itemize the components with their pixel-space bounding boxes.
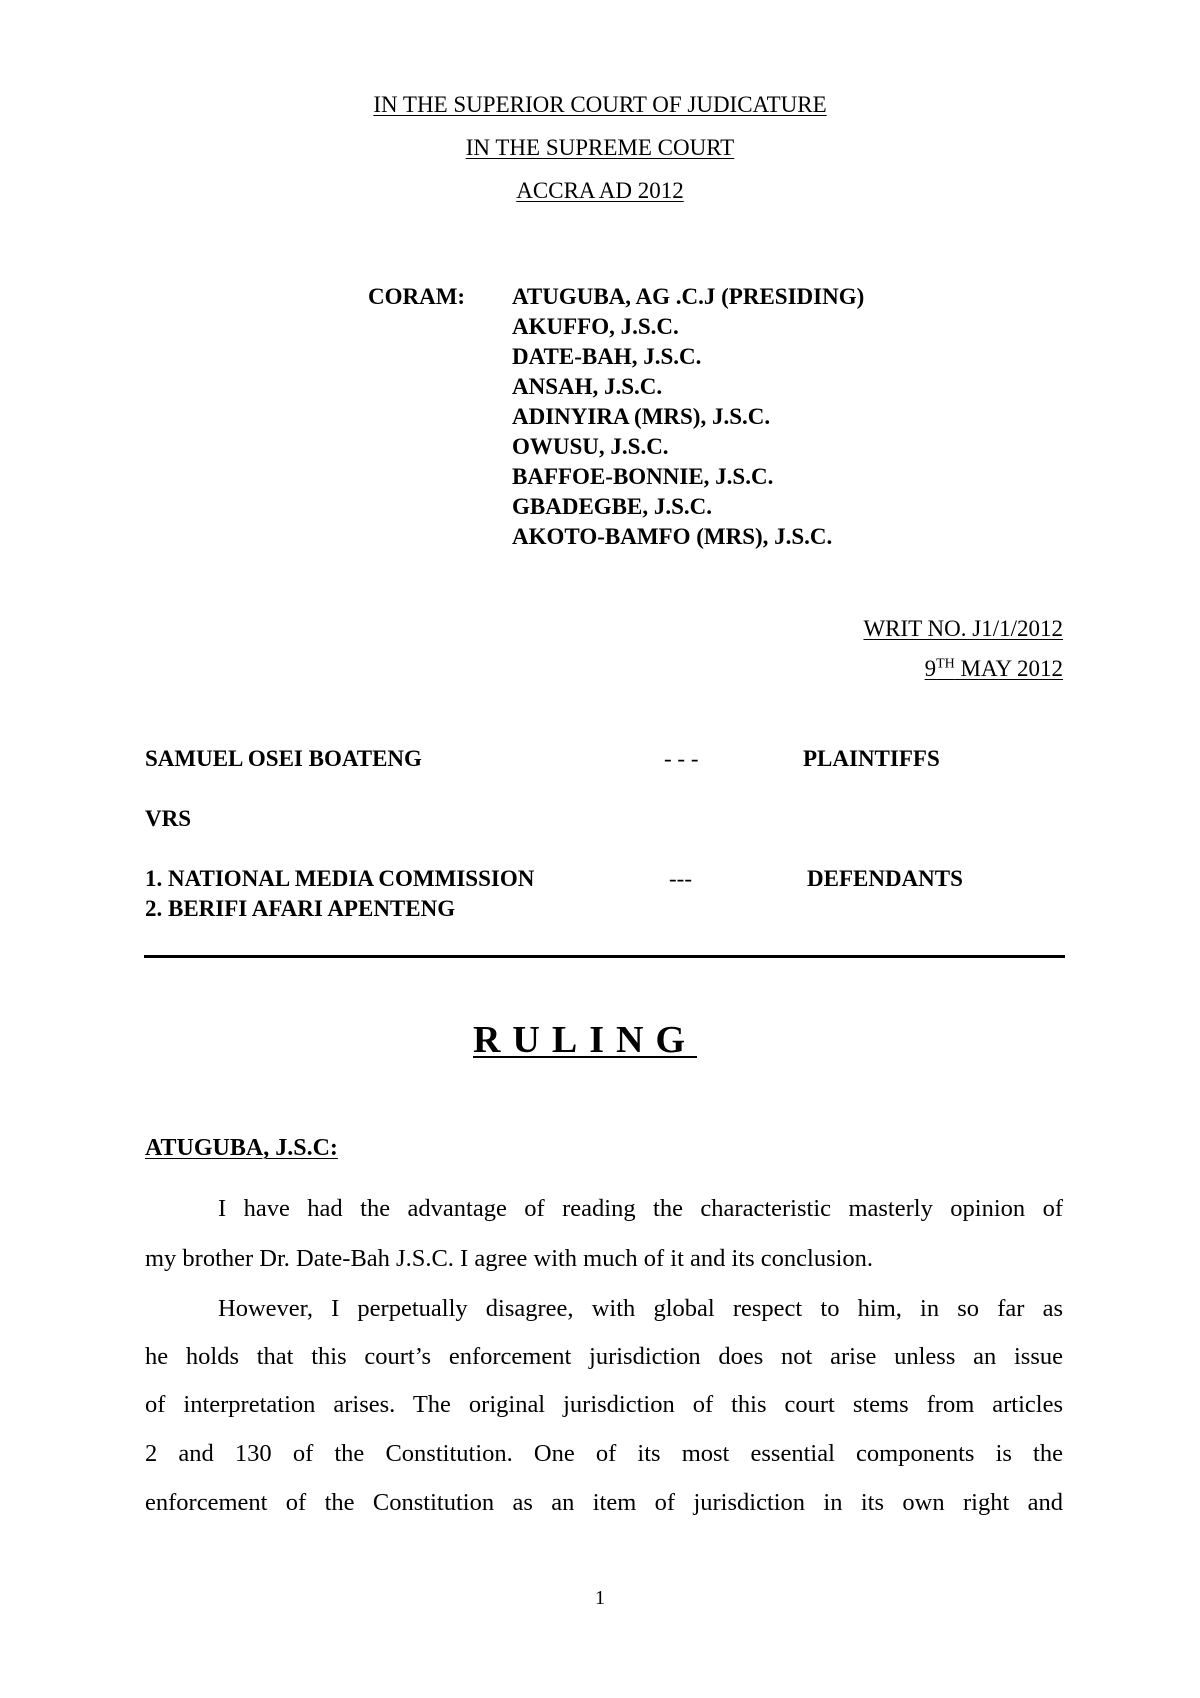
body-text-line: However, I perpetually disagree, with global respect to him, in so far as — [218, 1295, 1063, 1322]
body-text-line: I have had the advantage of reading the characteristic masterly opinion of — [218, 1195, 1063, 1222]
writ-date-suffix: TH — [936, 656, 955, 672]
writ-number: WRIT NO. J1/1/2012 — [863, 616, 1063, 641]
page-number: 1 — [595, 1587, 605, 1609]
body-text-line: he holds that this court’s enforcement jurisdiction does not arise unless an issue — [145, 1343, 1063, 1370]
coram-judge: OWUSU, J.S.C. — [512, 434, 669, 459]
defendant-role: DEFENDANTS — [807, 866, 963, 891]
plaintiff-dashes: - - - — [664, 746, 699, 771]
ruling-title: RULING — [472, 1019, 698, 1061]
coram-judge: BAFFOE-BONNIE, J.S.C. — [512, 464, 774, 489]
coram-label: CORAM: — [368, 284, 466, 309]
coram-judge: AKUFFO, J.S.C. — [512, 314, 679, 339]
coram-judge: DATE-BAH, J.S.C. — [512, 344, 702, 369]
coram-judge: ATUGUBA, AG .C.J (PRESIDING) — [512, 284, 865, 309]
coram-judge: GBADEGBE, J.S.C. — [512, 494, 713, 519]
body-text-line: enforcement of the Constitution as an item of jurisdiction in its own right and — [145, 1489, 1063, 1516]
body-text-line: of interpretation arises. The original jurisdiction of this court stems from articles — [145, 1391, 1063, 1418]
plaintiff-role: PLAINTIFFS — [803, 746, 940, 771]
defendant-dashes: --- — [669, 866, 692, 891]
plaintiff-name: SAMUEL OSEI BOATENG — [145, 746, 422, 771]
defendant-2: 2. BERIFI AFARI APENTENG — [145, 896, 456, 921]
writ-date-day: 9 — [924, 656, 937, 681]
section-divider — [144, 955, 1065, 958]
coram-judge: AKOTO-BAMFO (MRS), J.S.C. — [512, 524, 833, 549]
writ-date — [925, 656, 1063, 682]
body-text-line: my brother Dr. Date-Bah J.S.C. I agree with much of it and its conclusion. — [145, 1245, 874, 1272]
court-header-line-1: IN THE SUPERIOR COURT OF JUDICATURE — [373, 92, 827, 117]
judge-heading: ATUGUBA, J.S.C: — [145, 1135, 338, 1161]
coram-judge: ADINYIRA (MRS), J.S.C. — [512, 404, 771, 429]
body-text-line: 2 and 130 of the Constitution. One of its most essential components is the — [145, 1440, 1063, 1467]
court-header-line-2: IN THE SUPREME COURT — [465, 135, 735, 160]
defendant-1: 1. NATIONAL MEDIA COMMISSION — [145, 866, 535, 891]
versus-label: VRS — [145, 806, 192, 831]
court-header-line-3: ACCRA AD 2012 — [516, 178, 684, 203]
coram-judge: ANSAH, J.S.C. — [512, 374, 663, 399]
writ-date-month-year: MAY 2012 — [954, 656, 1063, 681]
